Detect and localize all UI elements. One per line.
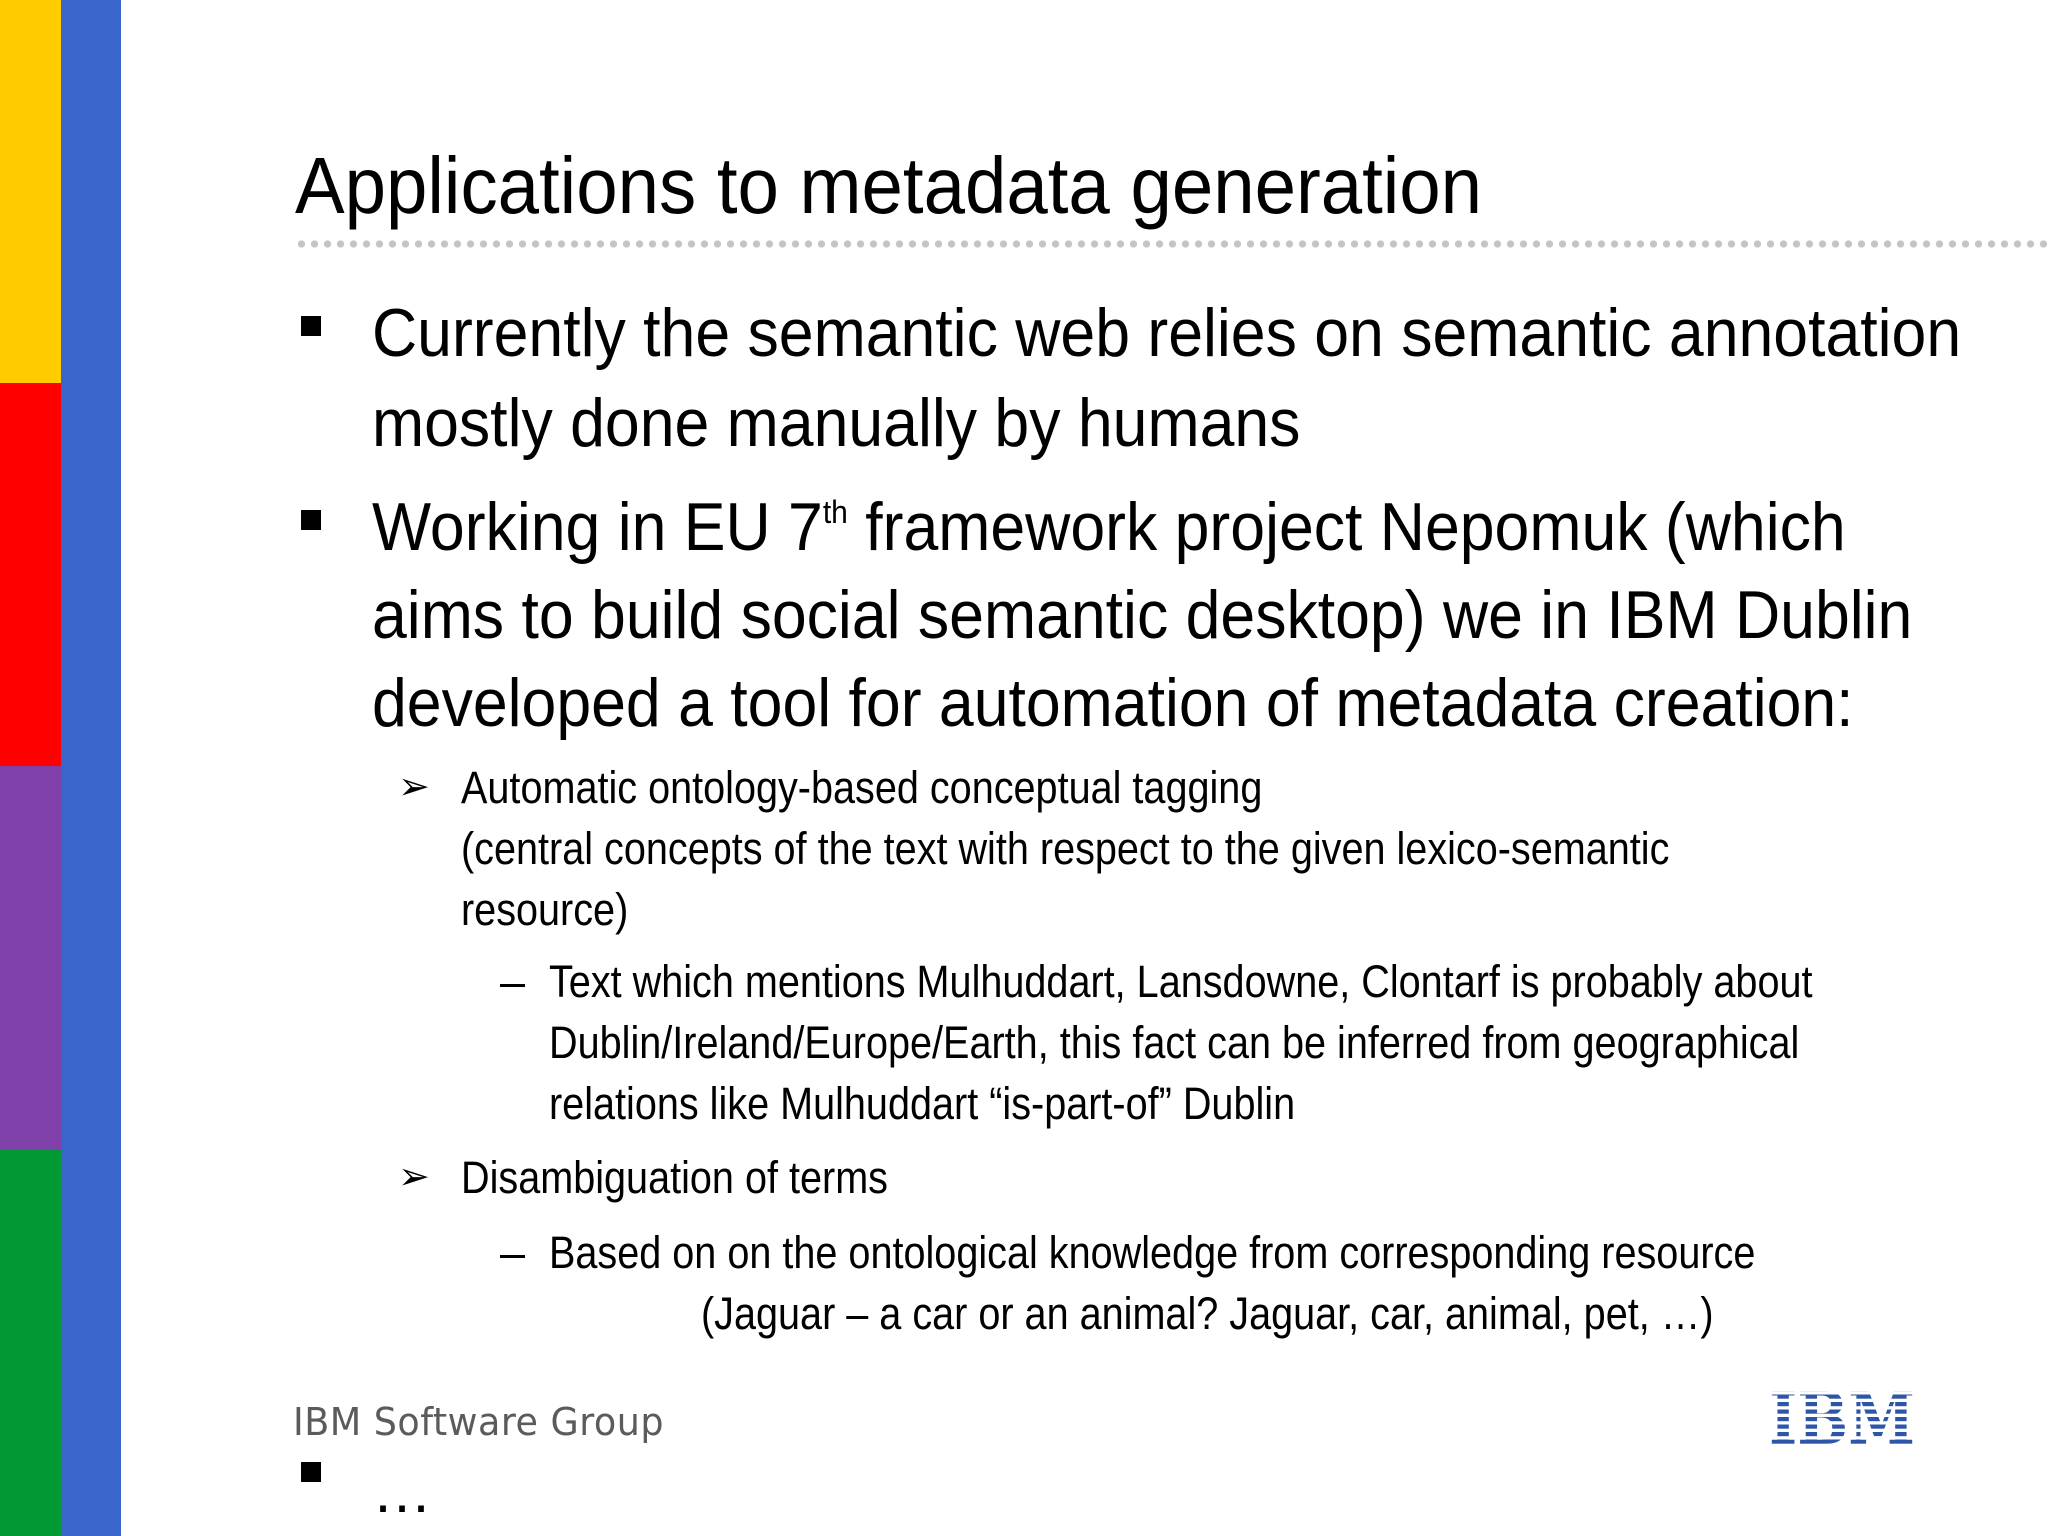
sub-bullet-1-line-2: (central concepts of the text with respect to the given lexico-semantic xyxy=(461,823,1670,874)
arrow-bullet-icon: ➢ xyxy=(398,764,430,808)
dash-bullet-icon: – xyxy=(500,956,526,1007)
ibm-logo-icon xyxy=(1767,1376,1917,1461)
color-sidebar xyxy=(0,0,121,1536)
bullet-2-line-2: aims to build social semantic desktop) we in IBM Dublin xyxy=(372,577,1913,653)
ibm-logo-text: IBM xyxy=(1769,1376,1915,1461)
sub-bullet-1-line-1: Automatic ontology-based conceptual tagging xyxy=(461,762,1263,813)
bullet-1-line-1: Currently the semantic web relies on semantic annotation xyxy=(372,295,1962,371)
bullet-1-line-2: mostly done manually by humans xyxy=(372,385,1301,461)
detail-1-line-1: Text which mentions Mulhuddart, Lansdowne, Clontarf is probably about xyxy=(549,956,1813,1007)
sidebar-stripe-green xyxy=(0,1149,61,1536)
square-bullet-icon xyxy=(301,510,321,530)
title-dotted-rule xyxy=(295,240,2048,248)
sub-bullet-1-line-3: resource) xyxy=(461,884,629,935)
sidebar-stripe-yellow xyxy=(0,0,61,383)
sidebar-stripe-blue xyxy=(61,0,121,1536)
slide-title: Applications to metadata generation xyxy=(295,141,1483,230)
bullet-2-line-1 xyxy=(372,482,1846,584)
superscript-th: th xyxy=(822,493,848,531)
square-bullet-icon xyxy=(301,1462,321,1482)
arrow-bullet-icon: ➢ xyxy=(398,1154,430,1198)
detail-2-line-2: (Jaguar – a car or an animal? Jaguar, car, animal, pet, …) xyxy=(701,1288,1714,1339)
sidebar-stripe-red xyxy=(0,383,61,766)
sub-bullet-2-line-1: Disambiguation of terms xyxy=(461,1152,888,1203)
detail-2-line-1: Based on on the ontological knowledge from corresponding resource xyxy=(549,1227,1756,1278)
bullet-ellipsis: … xyxy=(372,1458,432,1525)
footer-group-label: IBM Software Group xyxy=(293,1400,664,1444)
dash-bullet-icon: – xyxy=(500,1227,526,1278)
sidebar-stripe-purple xyxy=(0,766,61,1149)
bullet-2-line-1-text: Working in EU 7 xyxy=(372,489,823,565)
detail-1-line-3: relations like Mulhuddart “is-part-of” Dublin xyxy=(549,1078,1296,1129)
detail-1-line-2: Dublin/Ireland/Europe/Earth, this fact can be inferred from geographical xyxy=(549,1017,1800,1068)
bullet-2-line-3: developed a tool for automation of metadata creation: xyxy=(372,665,1854,741)
bullet-2-line-1-rest: framework project Nepomuk (which xyxy=(847,489,1846,565)
square-bullet-icon xyxy=(301,316,321,336)
